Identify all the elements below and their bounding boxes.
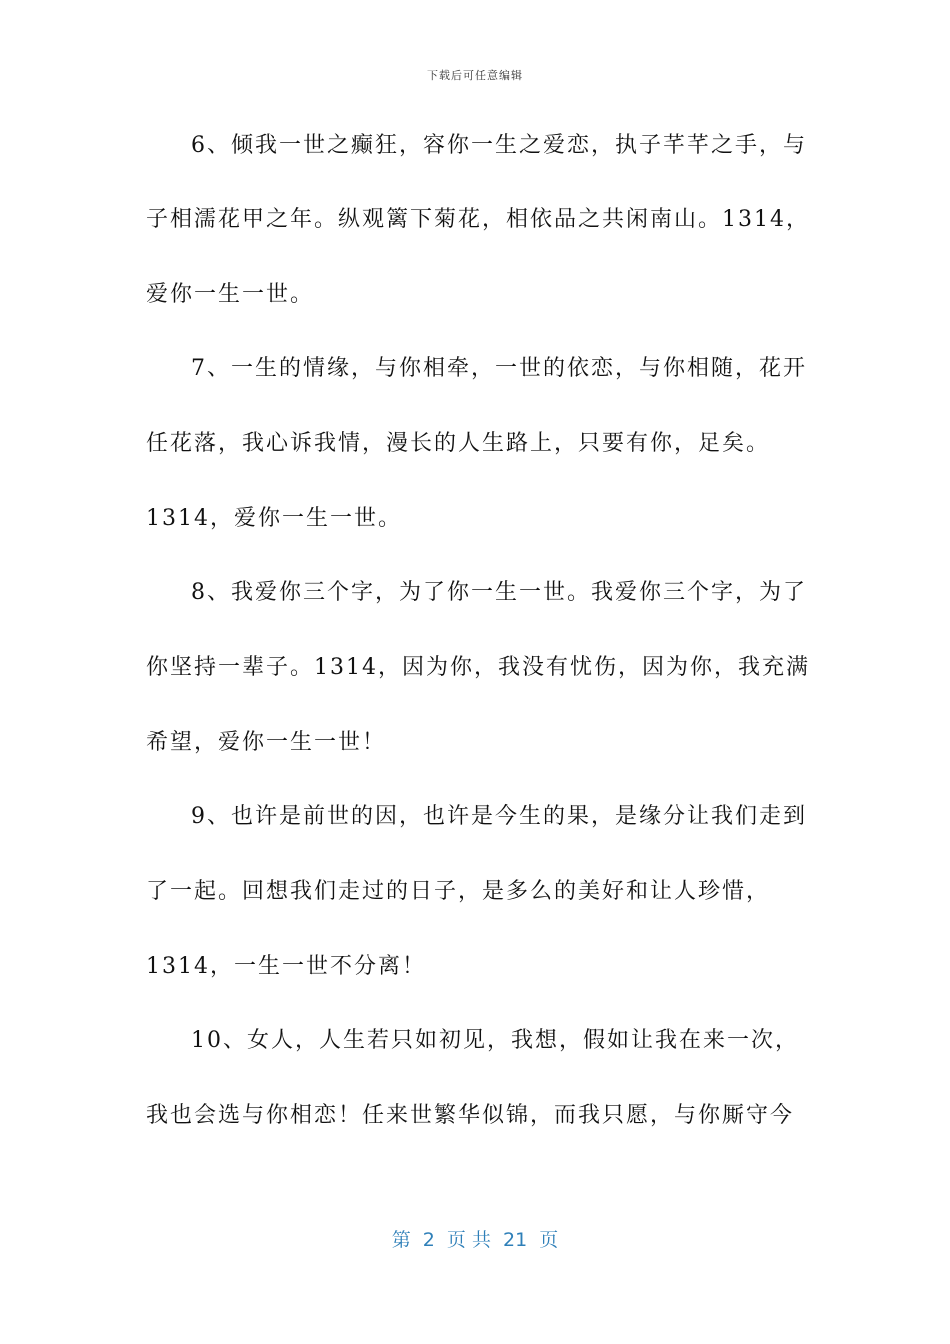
paragraph-line: 爱你一生一世。 (146, 282, 315, 307)
paragraph-line: 任花落，我心诉我情，漫长的人生路上，只要有你，足矣。 (146, 431, 771, 456)
paragraph-line: 希望，爱你一生一世！ (146, 730, 387, 755)
page-footer: 第 2 页 共 21 页 (391, 1229, 559, 1251)
paragraph-line: 6、倾我一世之癫狂，容你一生之爱恋，执子芊芊之手，与 (191, 133, 807, 158)
paragraph-line: 你坚持一辈子。1314，因为你，我没有忧伤，因为你，我充满 (146, 655, 810, 680)
paragraph-line: 1314，一生一世不分离！ (146, 954, 426, 979)
paragraph-line: 了一起。回想我们走过的日子，是多么的美好和让人珍惜， (146, 879, 771, 904)
paragraph-line: 7、一生的情缘，与你相牵，一世的依恋，与你相随，花开 (191, 356, 807, 381)
paragraph-line: 子相濡花甲之年。纵观篱下菊花，相依品之共闲南山。1314， (146, 207, 810, 232)
paragraph-line: 10、女人，人生若只如初见，我想，假如让我在来一次， (191, 1028, 799, 1053)
page-header: 下载后可任意编辑 (427, 69, 523, 82)
paragraph-line: 1314，爱你一生一世。 (146, 506, 402, 531)
paragraph-line: 我也会选与你相恋！任来世繁华似锦，而我只愿，与你厮守今 (146, 1103, 795, 1128)
paragraph-line: 9、也许是前世的因，也许是今生的果，是缘分让我们走到 (191, 804, 807, 829)
paragraph-line: 8、我爱你三个字，为了你一生一世。我爱你三个字，为了 (191, 580, 807, 605)
